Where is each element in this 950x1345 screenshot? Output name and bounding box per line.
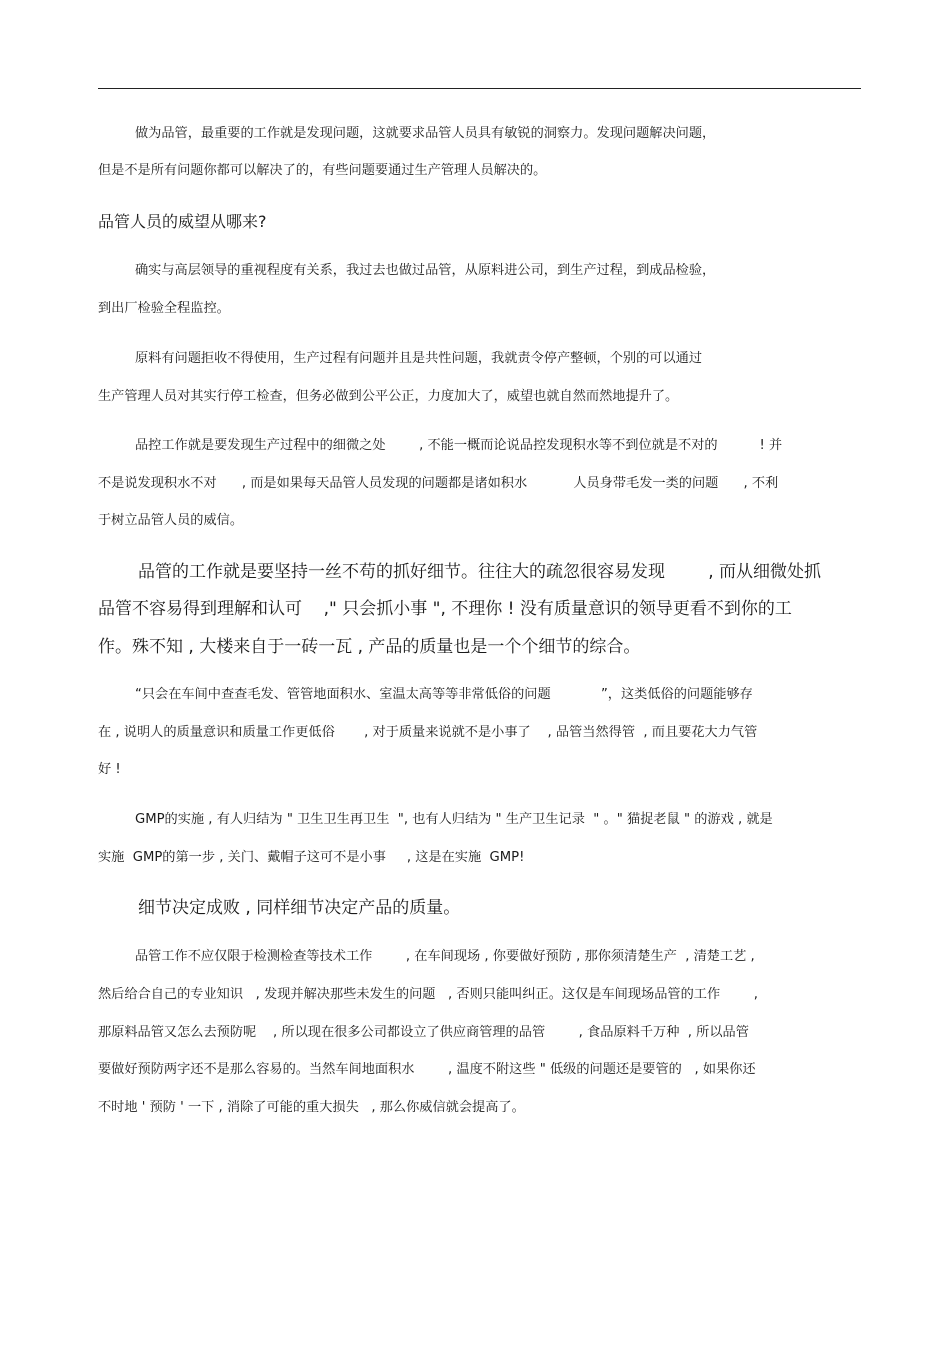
text-line: 于树立品管人员的威信。 (98, 513, 244, 528)
text-line: 实施 GMP的第一步 , 关门、戴帽子这可不是小事 , 这是在实施 GMP! (98, 850, 525, 865)
text-line: 不时地 ' 预防 ' 一下 , 消除了可能的重大损失 , 那么你威信就会提高了。 (98, 1100, 525, 1115)
text-line: 品管不容易得到理解和认可 ," 只会抓小事 ", 不理你 ! 没有质量意识的领导更看不到你的工 (98, 599, 792, 619)
section-heading: 品管人员的威望从哪来? (98, 212, 267, 231)
text-line: GMP的实施 , 有人归结为 " 卫生卫生再卫生 ", 也有人归结为 " 生产卫生记录 " 。" 猫捉老鼠 " 的游戏 , 就是 (135, 812, 773, 827)
header-rule (98, 88, 861, 89)
text-line: 品管的工作就是要坚持一丝不苟的抓好细节。往往大的疏忽很容易发现 , 而从细微处抓 (138, 562, 822, 582)
text-line: 生产管理人员对其实行停工检查，但务必做到公平公正，力度加大了，威望也就自然而然地提升了。 (98, 389, 679, 404)
text-line: 要做好预防两字还不是那么容易的。当然车间地面积水 , 温度不附这些 " 低级的问题还是要管的 , 如果你还 (98, 1062, 756, 1077)
text-line: 那原料品管又怎么去预防呢 , 所以现在很多公司都设立了供应商管理的品管 , 食品原料千万种 , 所以品管 (98, 1025, 749, 1040)
text-line: 做为品管，最重要的工作就是发现问题，这就要求品管人员具有敏锐的洞察力。发现问题解决问题， (135, 126, 716, 141)
text-line: 但是不是所有问题你都可以解决了的，有些问题要通过生产管理人员解决的。 (98, 163, 547, 178)
text-line: 确实与高层领导的重视程度有关系，我过去也做过品管，从原料进公司，到生产过程，到成品检验， (135, 263, 716, 278)
text-line: 在 , 说明人的质量意识和质量工作更低俗 , 对于质量来说就不是小事了 , 品管当然得管 , 而且要花大力气管 (98, 725, 758, 740)
text-line: 好 ! (98, 762, 121, 777)
text-line: 到出厂检验全程监控。 (98, 301, 230, 316)
text-line: 细节决定成败 , 同样细节决定产品的质量。 (138, 898, 461, 918)
text-line: 原料有问题拒收不得使用，生产过程有问题并且是共性问题，我就责令停产整顿，个别的可以通过 (135, 351, 703, 366)
text-line: 品管工作不应仅限于检测检查等技术工作 , 在车间现场 , 你要做好预防 , 那你须清楚生产 , 清楚工艺 , (135, 949, 755, 964)
text-line: 作。殊不知 , 大楼来自于一砖一瓦 , 产品的质量也是一个个细节的综合。 (98, 637, 641, 657)
text-line: “只会在车间中查查毛发、管管地面积水、室温太高等等非常低俗的问题 ”，这类低俗的问题能够存 (135, 687, 753, 702)
text-line: 然后给合自己的专业知识 , 发现并解决那些未发生的问题 , 否则只能叫纠正。这仅是车间现场品管的工作 , (98, 987, 758, 1002)
text-line: 品控工作就是要发现生产过程中的细微之处 , 不能一概而论说品控发现积水等不到位就是不对的 ! 并 (135, 438, 783, 453)
text-line: 不是说发现积水不对 , 而是如果每天品管人员发现的问题都是诸如积水 人员身带毛发一类的问题 , 不利 (98, 476, 779, 491)
